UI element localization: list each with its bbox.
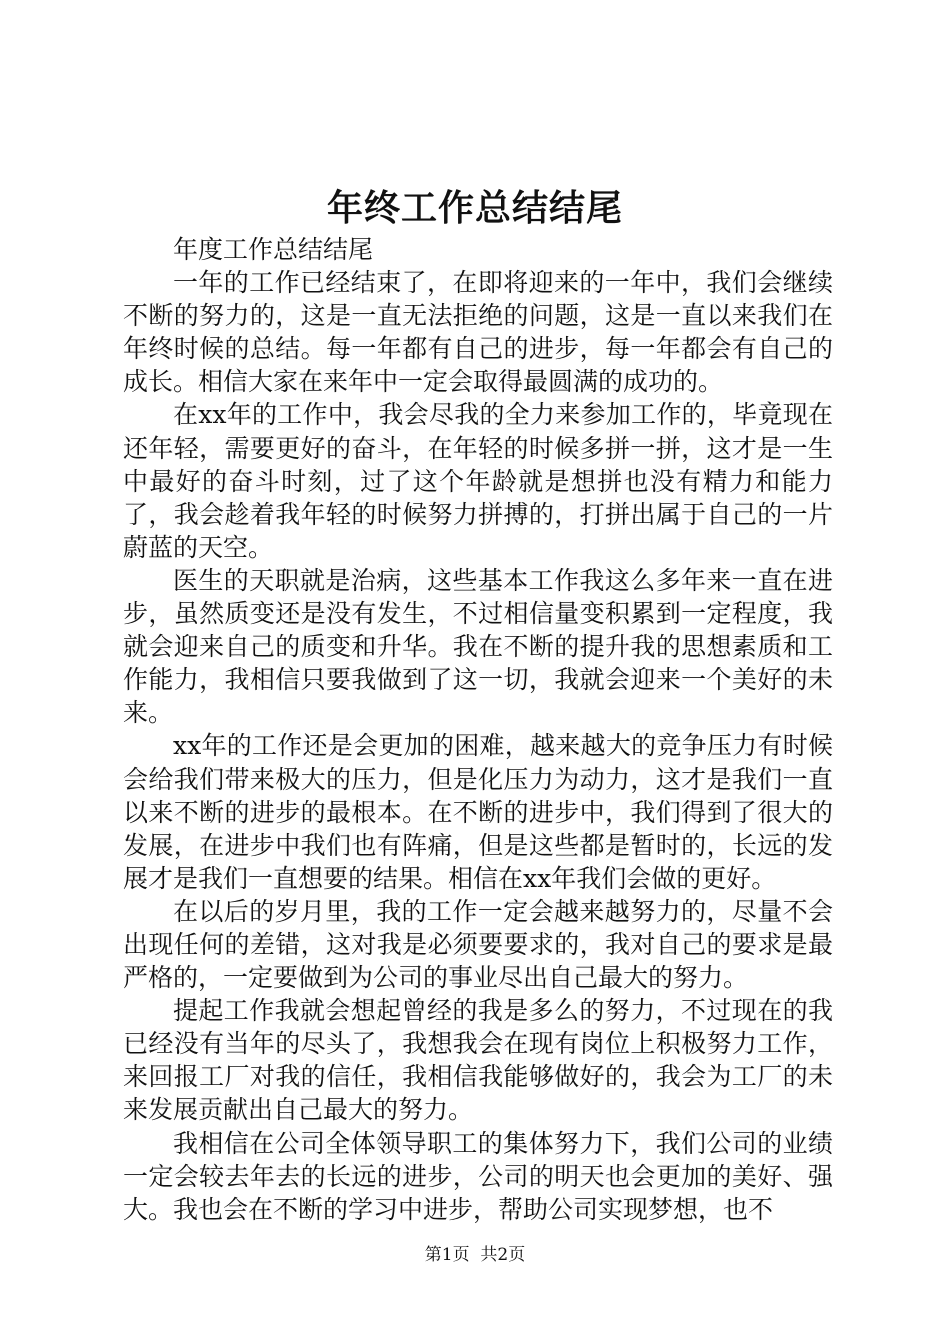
paragraph: 一年的工作已经结束了，在即将迎来的一年中，我们会继续不断的努力的，这是一直无法拒绝的问题，这是一直以来我们在年终时候的总结。每一年都有自己的进步，每一年都会有自己的成长。相信大家在来年中一定会取得最圆满的成功的。 xyxy=(123,268,833,397)
document-body xyxy=(123,233,833,1226)
paragraph-subtitle: 年度工作总结结尾 xyxy=(173,235,374,264)
document-title: 年终工作总结结尾 xyxy=(326,187,623,229)
page-total: 共2页 xyxy=(480,1245,526,1265)
paragraph: 提起工作我就会想起曾经的我是多么的努力，不过现在的我已经没有当年的尽头了，我想我会在现有岗位上积极努力工作，来回报工厂对我的信任，我相信我能够做好的，我会为工厂的未来发展贡献出自己最大的努力。 xyxy=(123,996,833,1125)
paragraph: 医生的天职就是治病，这些基本工作我这么多年来一直在进步，虽然质变还是没有发生，不过相信量变积累到一定程度，我就会迎来自己的质变和升华。我在不断的提升我的思想素质和工作能力，我相信只要我做到了这一切，我就会迎来一个美好的未来。 xyxy=(123,565,833,728)
paragraph: 在xx年的工作中，我会尽我的全力来参加工作的，毕竟现在还年轻，需要更好的奋斗，在年轻的时候多拼一拼，这才是一生中最好的奋斗时刻，过了这个年龄就是想拼也没有精力和能力了，我会趁着我年轻的时候努力拼搏的，打拼出属于自己的一片蔚蓝的天空。 xyxy=(123,400,833,562)
paragraph: 在以后的岁月里，我的工作一定会越来越努力的，尽量不会出现任何的差错，这对我是必须要要求的，我对自己的要求是最严格的，一定要做到为公司的事业尽出自己最大的努力。 xyxy=(123,896,833,993)
page-number: 第1页 xyxy=(424,1245,470,1265)
page-footer xyxy=(0,1244,950,1266)
paragraph: 我相信在公司全体领导职工的集体努力下，我们公司的业绩一定会较去年去的长远的进步，公司的明天也会更加的美好、强大。我也会在不断的学习中进步，帮助公司实现梦想，也不 xyxy=(123,1128,833,1224)
paragraph: xx年的工作还是会更加的困难，越来越大的竞争压力有时候会给我们带来极大的压力，但是化压力为动力，这才是我们一直以来不断的进步的最根本。在不断的进步中，我们得到了很大的发展，在进步中我们也有阵痛，但是这些都是暂时的，长远的发展才是我们一直想要的结果。相信在xx年我们会做的更好。 xyxy=(123,731,833,893)
